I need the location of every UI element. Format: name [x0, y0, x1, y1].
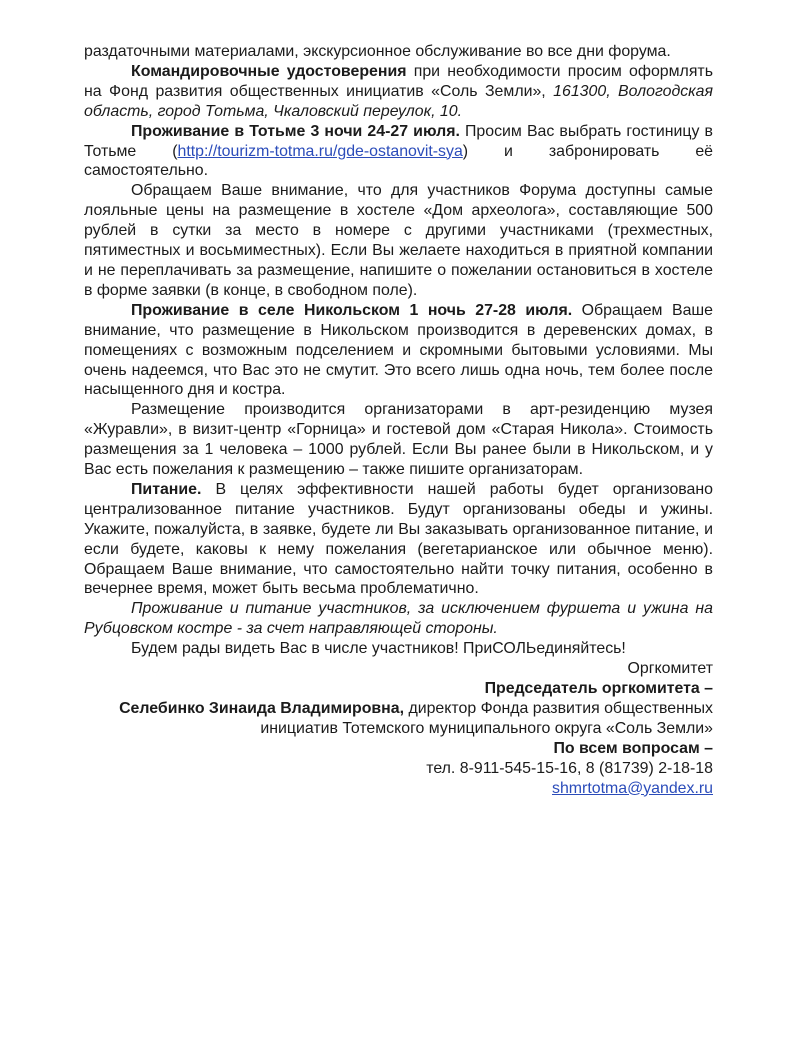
phone-numbers-text: тел. 8-911-545-15-16, 8 (81739) 2-18-18	[426, 759, 713, 777]
paragraph-totma-accommodation	[84, 122, 713, 182]
paragraph-handouts-continuation	[84, 42, 713, 62]
orgcommittee-text: Оргкомитет	[627, 660, 713, 678]
signature-email	[84, 779, 713, 799]
nikolskoye-placement-text: Размещение производится организаторами в арт-резиденцию музея «Журавли», в визит-центр «Горница» и гостевой дом «Старая Никола». Стоимость размещения за 1 человека – 1000 рублей. Если Вы ранее были в Никольском, и у Вас есть пожелания к размещению – также пишите организаторам.	[84, 401, 713, 479]
signature-phone	[84, 759, 713, 779]
totma-accommodation-body-2: ) и забронировать её самостоятельно.	[84, 142, 713, 180]
expenses-note-text: Проживание и питание участников, за исключением фуршета и ужина на Рубцовском костре - за счет направляющей стороны.	[84, 600, 713, 638]
signature-chair-name	[84, 699, 713, 739]
paragraph-travel-certificates	[84, 62, 713, 122]
totma-accommodation-lead: Проживание в Тотьме 3 ночи 24-27 июля.	[131, 122, 460, 140]
chair-name-bold: Селебинко Зинаида Владимировна,	[119, 699, 405, 717]
handouts-text: раздаточными материалами, экскурсионное обслуживание во все дни форума.	[84, 43, 671, 60]
questions-heading-text: По всем вопросам –	[553, 739, 713, 757]
nikolskoye-accommodation-lead: Проживание в селе Никольском 1 ночь 27-28 июля.	[131, 301, 573, 319]
signature-questions-heading	[84, 739, 713, 759]
meals-body: В целях эффективности нашей работы будет организовано централизованное питание участников. Будут организованы обеды и ужины. Укажите, пожалуйста, в заявке, будете ли Вы заказывать организованное питание, и если будете, каковы к нему пожелания (вегетарианское или обычное меню). Обращаем Ваше внимание, что самостоятельно найти точку питания, особенно в вечернее время, может быть весьма проблематично.	[84, 480, 713, 598]
travel-certificates-lead: Командировочные удостоверения	[131, 62, 407, 80]
totma-tourism-link[interactable]: http://tourizm-totma.ru/gde-ostanovit-sya	[177, 142, 463, 160]
paragraph-join-invitation	[84, 639, 713, 659]
signature-orgcommittee	[84, 659, 713, 679]
join-invitation-text: Будем рады видеть Вас в числе участников! ПриСОЛЬединяйтесь!	[131, 640, 626, 658]
email-link[interactable]: shmrtotma@yandex.ru	[552, 779, 713, 797]
hostel-info-text: Обращаем Ваше внимание, что для участников Форума доступны самые лояльные цены на размещение в хостеле «Дом археолога», составляющие 500 рублей в сутки за место в номере с другими участниками (трехместных, пятиместных и восьмиместных). Если Вы желаете находиться в приятной компании и не переплачивать за размещение, напишите о пожелании остановиться в хостеле в форме заявки (в конце, в свободном поле).	[84, 182, 713, 299]
paragraph-expenses-note	[84, 599, 713, 639]
travel-certificates-body: при необходимости просим оформлять на Фонд развития общественных инициатив «Соль Земли»,	[84, 62, 713, 100]
chair-title-text: Председатель оргкомитета –	[484, 680, 713, 697]
paragraph-hostel-info	[84, 181, 713, 300]
nikolskoye-accommodation-body: Обращаем Ваше внимание, что размещение в Никольском производится в деревенских домах, в помещениях с возможным подселением и скромными бытовыми условиями. Мы очень надеемся, что Вас это не смутит. Это всего лишь одна ночь, тем более после насыщенного дня и костра.	[84, 301, 714, 399]
signature-chair-title	[84, 679, 713, 699]
totma-accommodation-body-1: Просим Вас выбрать гостиницу в Тотьме (	[84, 122, 714, 160]
paragraph-nikolskoye-accommodation	[84, 301, 713, 401]
fund-postal-address: 161300, Вологодская область, город Тотьма, Чкаловский переулок, 10.	[84, 82, 713, 120]
meals-lead: Питание.	[131, 480, 202, 498]
paragraph-meals	[84, 480, 713, 599]
document-content	[84, 42, 713, 798]
chair-name-position: директор Фонда развития общественных инициатив Тотемского муниципального округа «Соль Земли»	[260, 699, 713, 737]
paragraph-nikolskoye-placement	[84, 400, 713, 480]
